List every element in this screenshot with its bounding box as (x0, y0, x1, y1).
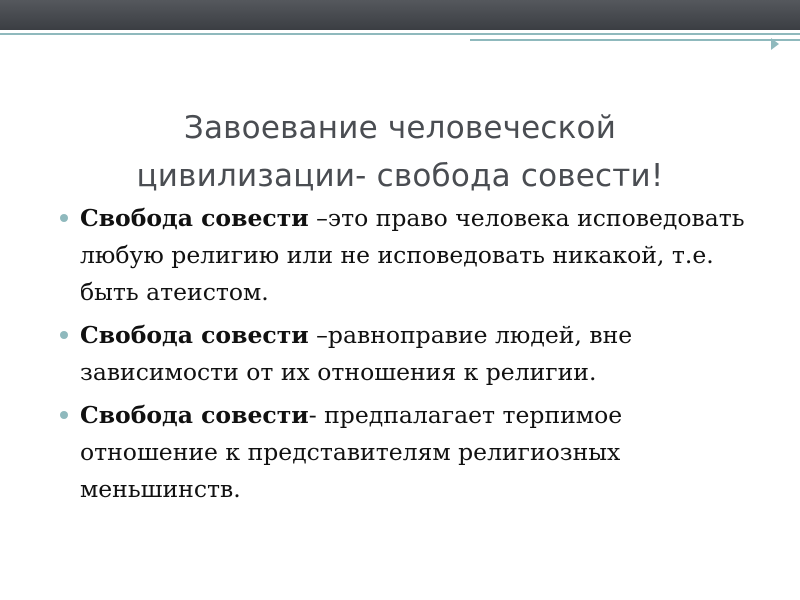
bullet-term: Свобода совести (80, 204, 309, 232)
bullet-dot-icon (60, 331, 68, 339)
title-line-2: цивилизации- свобода совести! (136, 158, 664, 194)
bullet-text: –это право человека исповедовать любую религию или не исповедовать никакой, т.е. быть атеистом. (80, 204, 745, 306)
bullet-text: –равноправие людей, вне зависимости от их отношения к религии. (80, 321, 633, 386)
arrow-right-icon (771, 38, 779, 50)
bullet-item (58, 317, 758, 391)
bullet-text: - предпалагает терпимое отношение к представителям религиозных меньшинств. (80, 401, 623, 503)
bullet-term: Свобода совести (80, 321, 309, 349)
bullet-item (58, 397, 758, 508)
accent-line-secondary (470, 39, 800, 41)
top-bar (0, 0, 800, 30)
bullet-list (58, 200, 758, 514)
bullet-dot-icon (60, 411, 68, 419)
bullet-term: Свобода совести (80, 401, 309, 429)
bullet-dot-icon (60, 214, 68, 222)
accent-line (0, 33, 800, 35)
title-line-1: Завоевание человеческой (183, 110, 617, 146)
bullet-item (58, 200, 758, 311)
slide-title (60, 104, 740, 200)
